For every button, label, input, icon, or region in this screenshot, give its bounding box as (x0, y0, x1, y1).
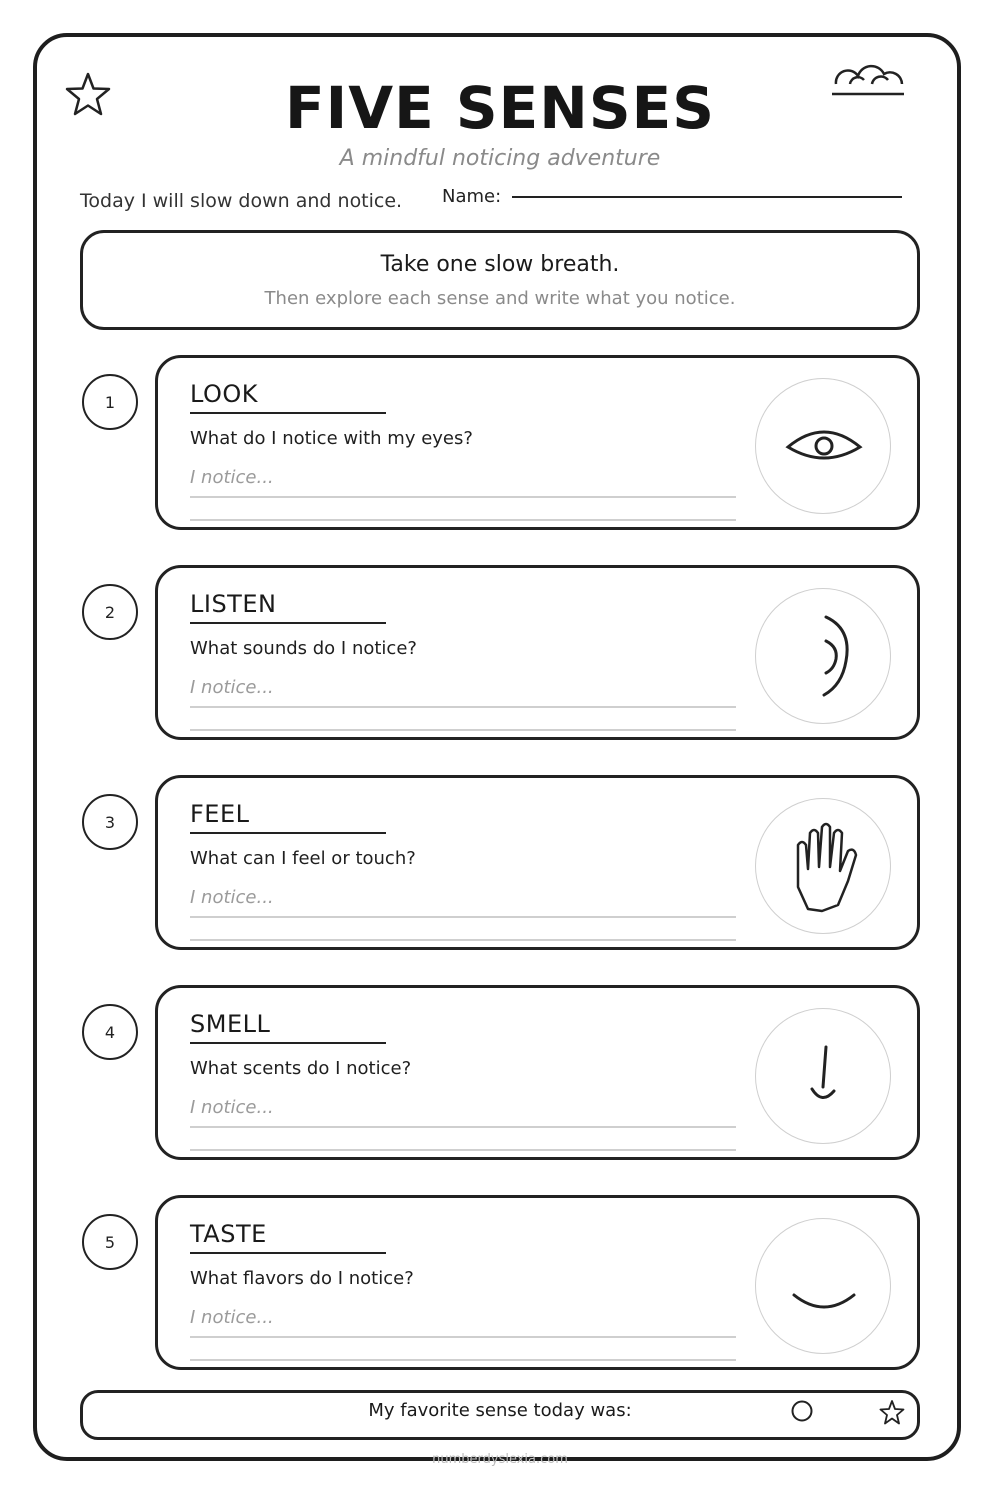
sense-title-underline (190, 1042, 386, 1044)
sense-title-underline (190, 1252, 386, 1254)
icon-circle (755, 798, 891, 934)
answer-line-1[interactable] (190, 706, 736, 708)
answer-hint: I notice... (190, 467, 274, 488)
page-subtitle: A mindful noticing adventure (339, 146, 661, 171)
mouth-icon (756, 1219, 892, 1355)
icon-circle (755, 1008, 891, 1144)
icon-circle (755, 1218, 891, 1354)
icon-circle (755, 588, 891, 724)
answer-line-1[interactable] (190, 1336, 736, 1338)
answer-hint: I notice... (190, 1307, 274, 1328)
answer-line-1[interactable] (190, 916, 736, 918)
favorite-sense-label: My favorite sense today was: (368, 1400, 632, 1421)
footer-watermark: numberdyslexia.com (432, 1452, 568, 1467)
answer-line-2[interactable] (190, 939, 736, 941)
answer-hint: I notice... (190, 677, 274, 698)
sense-title-underline (190, 412, 386, 414)
sense-title: TASTE (190, 1220, 267, 1248)
answer-line-2[interactable] (190, 519, 736, 521)
sense-number-label: 2 (104, 602, 116, 622)
sense-number (82, 584, 138, 640)
answer-line-2[interactable] (190, 1149, 736, 1151)
intro-text: Today I will slow down and notice. (80, 190, 403, 212)
sense-number-label: 5 (104, 1232, 116, 1252)
answer-line-2[interactable] (190, 729, 736, 731)
sense-title: LISTEN (190, 590, 277, 618)
sense-number (82, 374, 138, 430)
ear-icon (756, 589, 892, 725)
sense-title: LOOK (190, 380, 259, 408)
answer-hint: I notice... (190, 887, 274, 908)
sense-title-underline (190, 622, 386, 624)
answer-line-2[interactable] (190, 1359, 736, 1361)
sense-title: FEEL (190, 800, 250, 828)
breath-box (80, 230, 920, 330)
eye-icon (756, 379, 892, 515)
answer-line-1[interactable] (190, 1126, 736, 1128)
page-title: FIVE SENSES (285, 74, 715, 142)
answer-line-1[interactable] (190, 496, 736, 498)
sense-title-underline (190, 832, 386, 834)
sense-question: What flavors do I notice? (190, 1268, 414, 1289)
sense-number (82, 1004, 138, 1060)
sense-question: What can I feel or touch? (190, 848, 416, 869)
hand-icon (756, 799, 892, 935)
breath-title: Take one slow breath. (380, 252, 620, 277)
star-icon (879, 1399, 905, 1425)
sense-title: SMELL (190, 1010, 271, 1038)
sense-number-label: 1 (104, 392, 116, 412)
sense-question: What sounds do I notice? (190, 638, 417, 659)
answer-hint: I notice... (190, 1097, 274, 1118)
name-field[interactable] (512, 196, 902, 198)
circle-icon (790, 1399, 814, 1423)
icon-circle (755, 378, 891, 514)
nose-icon (756, 1009, 892, 1145)
breath-subtitle: Then explore each sense and write what you notice. (264, 288, 736, 309)
sense-number-label: 3 (104, 812, 116, 832)
sense-number (82, 794, 138, 850)
sense-question: What scents do I notice? (190, 1058, 412, 1079)
sense-number-label: 4 (104, 1022, 116, 1042)
sense-question: What do I notice with my eyes? (190, 428, 473, 449)
name-label: Name: (442, 186, 502, 207)
sense-number (82, 1214, 138, 1270)
